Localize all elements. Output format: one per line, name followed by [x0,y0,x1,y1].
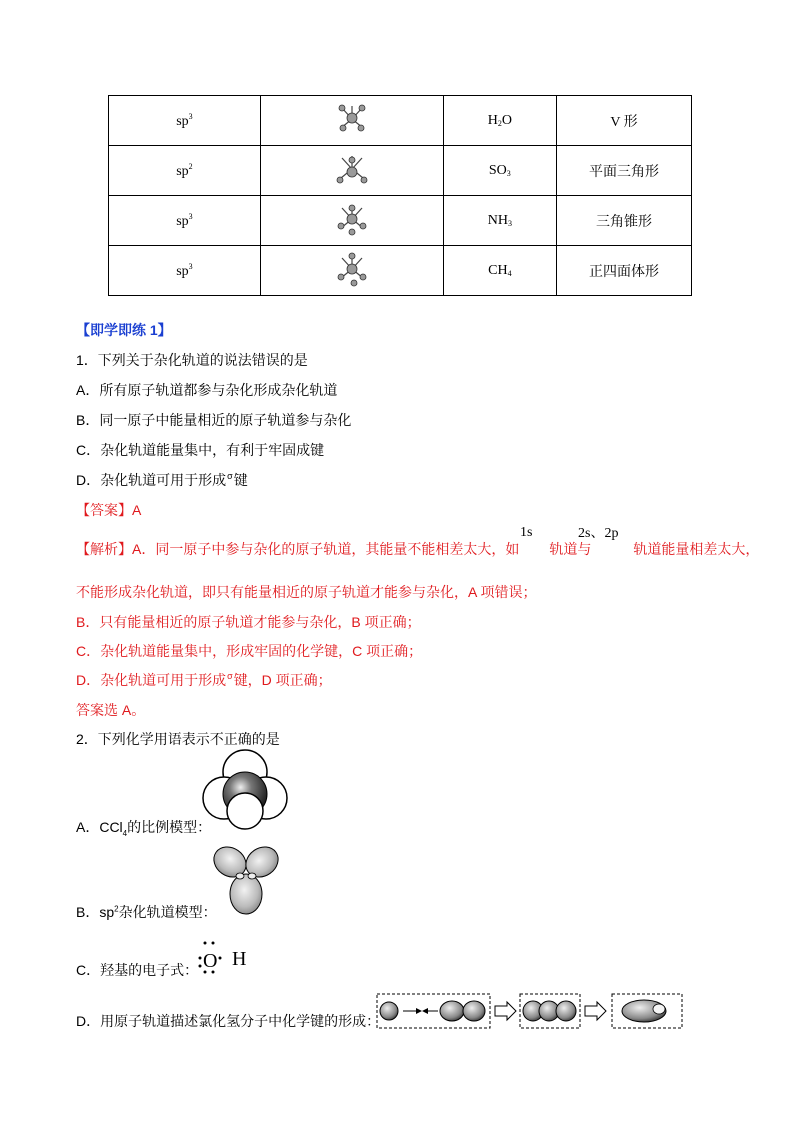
table-row [109,96,692,146]
q2-option-a: A．CCl$_4$的比例模型： [76,819,212,838]
formula-cell: $SO_3$ [443,146,556,196]
q1-conclusion: 答案选 A。 [76,702,146,718]
sp2-orbital-model-image [208,840,284,918]
orbital-2s2p-label: 2s、2p [578,526,619,541]
hybrid-type-cell: $sp^2$ [109,146,261,196]
q2-option-b: B．$sp^2$杂化轨道模型： [76,904,217,920]
q1-analysis-line2: 不能形成杂化轨道，即只有能量相近的原子轨道才能参与杂化，A 项错误； [76,584,537,600]
trigonal-planar-model-icon [330,148,374,188]
bent-molecule-model-icon [330,98,374,138]
svg-text:H: H [232,948,247,970]
orbital-1s-label: 1s [520,525,533,540]
formula-cell: $NH_3$ [443,196,556,246]
hydroxyl-electron-dot-formula [196,938,256,976]
formula-cell: $H_2O$ [443,96,556,146]
table-row [109,246,692,296]
q1-analysis-line4: C．杂化轨道能量集中，形成牢固的化学键，C 项正确； [76,643,423,659]
hybridization-table [108,95,692,296]
q2-option-d: D．用原子轨道描述氯化氢分子中化学键的形成： [76,1013,381,1029]
formula-cell: $CH_4$ [443,246,556,296]
molecule-model-cell [260,196,443,246]
tetrahedral-model-icon [330,248,374,288]
hybrid-type-cell: $sp^3$ [109,196,261,246]
hcl-orbital-overlap-diagram [376,992,686,1032]
q1-analysis-line5: D．杂化轨道可用于形成$^\sigma$键，D 项正确； [76,671,332,688]
shape-cell: 正四面体形 [556,246,691,296]
table-row [109,146,692,196]
q1-analysis-line1: 【解析】A．同一原子中参与杂化的原子轨道，其能量不能相差太大，如 轨道与 轨道能量相差太大， [76,541,760,557]
q1-answer: 【答案】A [76,502,142,518]
shape-cell: 三角锥形 [556,196,691,246]
q2-stem: 2．下列化学用语表示不正确的是 [76,731,280,747]
shape-cell: V 形 [556,96,691,146]
q1-option-d: D．杂化轨道可用于形成$^\sigma$键 [76,471,248,488]
table-row [109,196,692,246]
svg-text:O: O [203,950,218,972]
q1-analysis-line3: B．只有能量相近的原子轨道才能参与杂化，B 项正确； [76,614,421,630]
molecule-model-cell [260,96,443,146]
q2-option-c: C．羟基的电子式： [76,962,199,978]
q1-option-a: A．所有原子轨道都参与杂化形成杂化轨道 [76,382,338,398]
section-title: 【即学即练 1】 [76,322,172,338]
q1-option-b: B．同一原子中能量相近的原子轨道参与杂化 [76,412,352,428]
molecule-model-cell [260,146,443,196]
ccl4-space-filling-model-image [202,748,288,830]
q1-stem: 1．下列关于杂化轨道的说法错误的是 [76,352,308,368]
molecule-model-cell [260,246,443,296]
shape-cell: 平面三角形 [556,146,691,196]
hybrid-type-cell: $sp^3$ [109,246,261,296]
trigonal-pyramidal-model-icon [330,198,374,238]
hybrid-type-cell: $sp^3$ [109,96,261,146]
q1-option-c: C．杂化轨道能量集中，有利于牢固成键 [76,442,325,458]
